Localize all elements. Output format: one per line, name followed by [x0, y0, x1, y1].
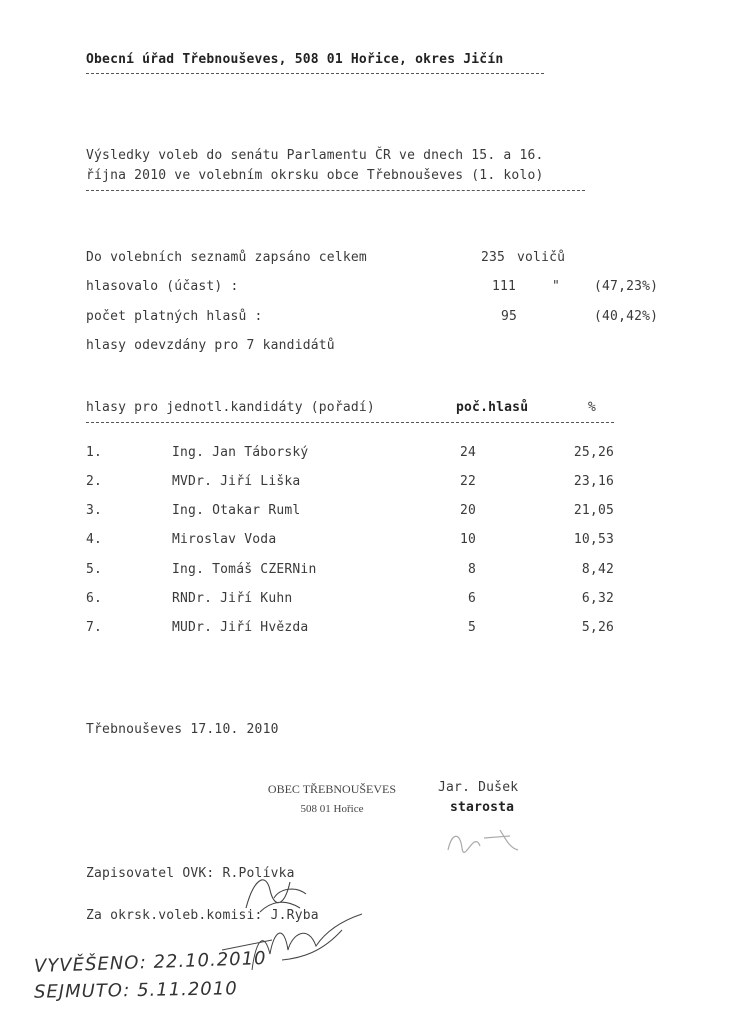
- row-candidate: MUDr. Jiří Hvězda: [172, 620, 309, 635]
- row-rank: 2.: [86, 474, 103, 489]
- row-rank: 1.: [86, 445, 103, 460]
- row-votes: 22: [459, 474, 476, 489]
- table-header-votes: poč.hlasů: [456, 400, 529, 415]
- title-line-2: října 2010 ve volebním okrsku obce Třebnouševes (1. kolo): [86, 168, 544, 183]
- row-pct: 25,26: [573, 445, 614, 460]
- table-header-rule: [86, 422, 614, 423]
- title-rule: [86, 190, 585, 191]
- row-candidate: RNDr. Jiří Kuhn: [172, 591, 293, 606]
- municipal-stamp-address: 508 01 Hořice: [300, 803, 364, 815]
- row-pct: 5,26: [581, 620, 614, 635]
- voted-label: hlasovalo (účast) :: [86, 279, 239, 294]
- row-votes: 6: [467, 591, 476, 606]
- valid-label: počet platných hlasů :: [86, 309, 263, 324]
- municipal-stamp-name: OBEC TŘEBNOUŠEVES: [267, 782, 397, 796]
- row-candidate: Miroslav Voda: [172, 532, 277, 547]
- removed-note: SEJMUTO: 5.11.2010: [33, 978, 238, 1003]
- row-pct: 6,32: [581, 591, 614, 606]
- valid-pct: (40,42%): [594, 309, 659, 324]
- row-votes: 8: [467, 562, 476, 577]
- mayor-signature: [440, 820, 530, 860]
- title-line-1: Výsledky voleb do senátu Parlamentu ČR ve dnech 15. a 16.: [86, 148, 544, 163]
- row-pct: 21,05: [573, 503, 614, 518]
- row-pct: 10,53: [573, 532, 614, 547]
- row-rank: 4.: [86, 532, 103, 547]
- table-header-candidates: hlasy pro jednotl.kandidáty (pořadí): [86, 400, 375, 415]
- row-rank: 3.: [86, 503, 103, 518]
- registered-unit: voličů: [517, 250, 566, 265]
- table-header-pct: %: [588, 400, 597, 415]
- row-votes: 20: [459, 503, 476, 518]
- valid-count: 95: [501, 309, 518, 324]
- row-pct: 8,42: [581, 562, 614, 577]
- row-rank: 6.: [86, 591, 103, 606]
- place-date: Třebnouševes 17.10. 2010: [86, 722, 279, 737]
- mayor-name: Jar. Dušek: [438, 780, 519, 795]
- row-pct: 23,16: [573, 474, 614, 489]
- voted-pct: (47,23%): [594, 279, 659, 294]
- row-votes: 5: [467, 620, 476, 635]
- registered-count: 235: [481, 250, 506, 265]
- registered-label: Do volebních seznamů zapsáno celkem: [86, 250, 367, 265]
- commission-line: Za okrsk.voleb.komisi: J.Ryba: [86, 908, 319, 923]
- header-rule: [86, 73, 544, 74]
- row-candidate: Ing. Otakar Ruml: [172, 503, 301, 518]
- row-rank: 5.: [86, 562, 103, 577]
- row-candidate: Ing. Jan Táborský: [172, 445, 309, 460]
- row-candidate: MVDr. Jiří Liška: [172, 474, 301, 489]
- mayor-role: starosta: [450, 800, 515, 815]
- commission-signature: [212, 910, 372, 990]
- voted-ditto: ": [552, 279, 561, 294]
- row-rank: 7.: [86, 620, 103, 635]
- voted-count: 111: [492, 279, 517, 294]
- posted-note: VYVĚŠENO: 22.10.2010: [33, 947, 267, 978]
- recorder-line: Zapisovatel OVK: R.Polívka: [86, 866, 295, 881]
- row-votes: 10: [459, 532, 476, 547]
- row-votes: 24: [459, 445, 476, 460]
- candidates-label: hlasy odevzdány pro 7 kandidátů: [86, 338, 335, 353]
- row-candidate: Ing. Tomáš CZERNin: [172, 562, 317, 577]
- office-header: Obecní úřad Třebnouševes, 508 01 Hořice, okres Jičín: [86, 52, 504, 67]
